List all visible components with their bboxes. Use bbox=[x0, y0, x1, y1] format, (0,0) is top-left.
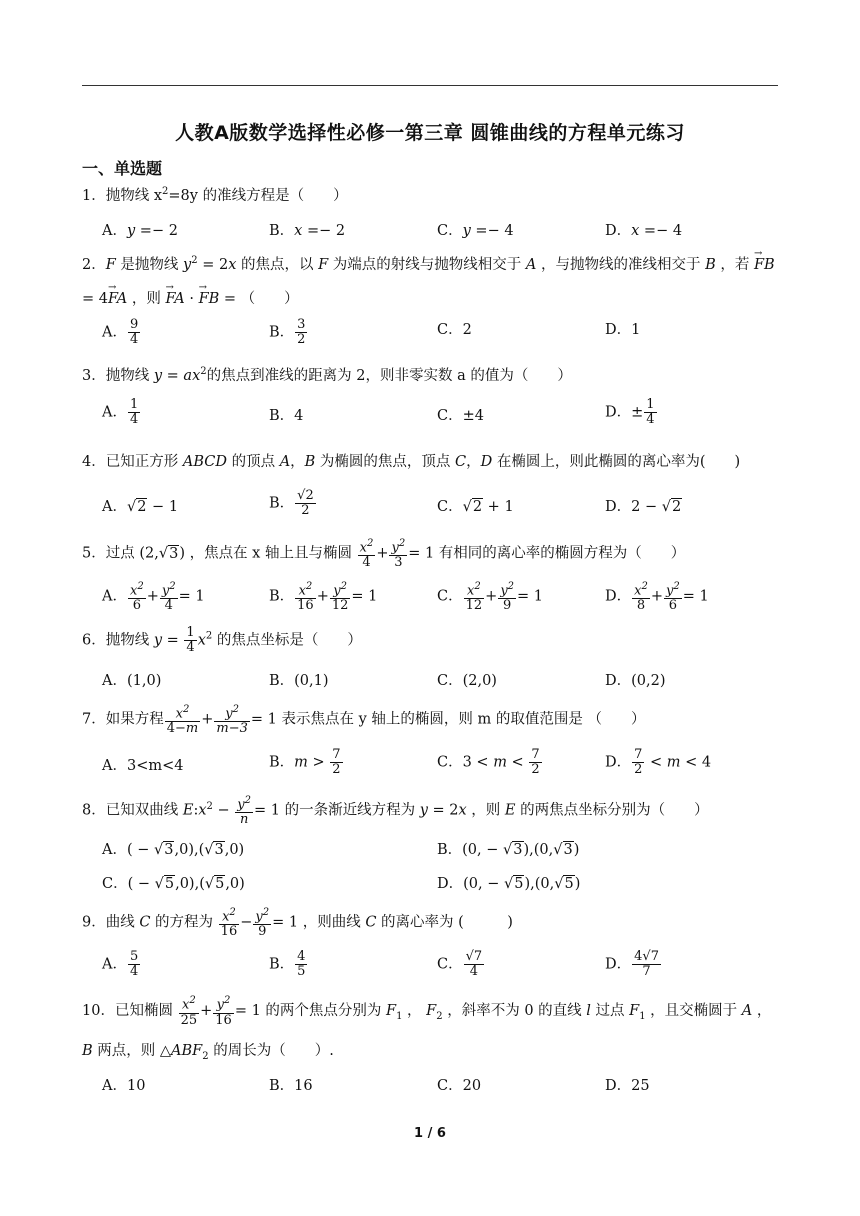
question-1: 1．抛物线 $x^2=8y$ 的准线方程是（ ） bbox=[82, 186, 348, 204]
option-6d[interactable]: D．(0,2) bbox=[605, 673, 666, 689]
option-2a[interactable]: A． $\frac{9}{4}$ bbox=[102, 317, 139, 347]
question-9: 9．曲线 C 的方程为 $\frac{x^2}{16}$ − $\frac{y^2}{9}$ = 1 ，则曲线 C 的离心率为 ( ) bbox=[82, 907, 513, 940]
question-10: 10．已知椭圆 $\frac{x^2}{25}$ + $\frac{y^2}{16}$ = 1 的两个焦点分别为 $F_1$ ， $F_2$ ，斜率不为 0 的直线 l 过点 $F_1$ ，且交椭圆于 A ， B 两点，则 $\triangle ABF_2$ 的周长为（ ）. bbox=[82, 995, 772, 1062]
header-rule bbox=[82, 85, 778, 86]
option-2c[interactable]: C．2 bbox=[437, 322, 472, 338]
option-1a[interactable]: A．y =− 2 bbox=[102, 223, 178, 239]
options-8a bbox=[82, 838, 782, 868]
option-7c[interactable]: C．3 < m < $\frac{7}{2}$ bbox=[437, 747, 540, 777]
option-9a[interactable]: A． $\frac{5}{4}$ bbox=[102, 949, 139, 979]
option-8c[interactable]: C．( − √5,0),(√5,0) bbox=[102, 876, 245, 892]
options-2 bbox=[82, 318, 782, 348]
option-8a[interactable]: A．( − √3,0),(√3,0) bbox=[102, 842, 245, 858]
option-8d[interactable]: D．(0, − √5),(0,√5) bbox=[437, 876, 581, 892]
option-5c[interactable]: C． $\frac{x^2}{12}$ + $\frac{y^2}{9}$ = 1 bbox=[437, 581, 544, 614]
option-9d[interactable]: D． $\frac{4√7}{7}$ bbox=[605, 949, 659, 979]
option-6a[interactable]: A．(1,0) bbox=[102, 673, 162, 689]
question-6: 6．抛物线 y = $\frac{1}{4}$ $x^2$ 的焦点坐标是（ ） bbox=[82, 625, 362, 655]
option-7a[interactable]: A．3<m<4 bbox=[102, 758, 184, 774]
options-6 bbox=[82, 669, 782, 699]
option-8b[interactable]: B．(0, − √3),(0,√3) bbox=[437, 842, 580, 858]
question-2: 2．F 是抛物线 $y^2 = 2x$ 的焦点，以 F 为端点的射线与抛物线相交于 A ，与抛物线的准线相交于 B ，若 → FB = 4→ FA ，则 → FA · → FB = （ ） bbox=[82, 244, 782, 316]
options-7 bbox=[82, 748, 782, 778]
page-title: 人教A版数学选择性必修一第三章 圆锥曲线的方程单元练习 bbox=[175, 122, 685, 144]
option-7d[interactable]: D． $\frac{7}{2}$ < m < 4 bbox=[605, 747, 712, 777]
options-8b bbox=[82, 872, 782, 902]
option-9b[interactable]: B． $\frac{4}{5}$ bbox=[269, 949, 306, 979]
option-10a[interactable]: A．10 bbox=[102, 1078, 146, 1094]
question-8: 8．已知双曲线 $E:x^2$ − $\frac{y^2}{n}$ = 1 的一条渐近线方程为 y = 2x ，则 E 的两焦点坐标分别为（ ） bbox=[82, 795, 709, 828]
option-3b[interactable]: B．4 bbox=[269, 408, 304, 424]
option-3c[interactable]: C．±4 bbox=[437, 408, 484, 424]
options-10 bbox=[82, 1074, 782, 1104]
option-5a[interactable]: A． $\frac{x^2}{6}$ + $\frac{y^2}{4}$ = 1 bbox=[102, 581, 205, 614]
option-6b[interactable]: B．(0,1) bbox=[269, 673, 329, 689]
option-4d[interactable]: D．2 − √2 bbox=[605, 499, 682, 515]
option-9c[interactable]: C． $\frac{√7}{4}$ bbox=[437, 949, 483, 979]
options-9 bbox=[82, 950, 782, 980]
question-5: 5．过点 (2,√3) ，焦点在 x 轴上且与椭圆 $\frac{x^2}{4}$ + $\frac{y^2}{3}$ = 1 有相同的离心率的椭圆方程为（ ） bbox=[82, 538, 686, 571]
option-1b[interactable]: B．x =− 2 bbox=[269, 223, 346, 239]
option-10b[interactable]: B．16 bbox=[269, 1078, 313, 1094]
option-4a[interactable]: A．√2 − 1 bbox=[102, 499, 179, 515]
option-1c[interactable]: C．y =− 4 bbox=[437, 223, 514, 239]
option-1d[interactable]: D．x =− 4 bbox=[605, 223, 683, 239]
option-7b[interactable]: B．m > $\frac{7}{2}$ bbox=[269, 747, 341, 777]
options-5 bbox=[82, 580, 782, 614]
options-4 bbox=[82, 489, 782, 519]
option-2d[interactable]: D．1 bbox=[605, 322, 641, 338]
option-3d[interactable]: D．± $\frac{1}{4}$ bbox=[605, 397, 655, 427]
option-2b[interactable]: B． $\frac{3}{2}$ bbox=[269, 317, 306, 347]
options-3 bbox=[82, 398, 782, 428]
page-number: 1 / 6 bbox=[414, 1126, 446, 1141]
option-5d[interactable]: D． $\frac{x^2}{8}$ + $\frac{y^2}{6}$ = 1 bbox=[605, 581, 709, 614]
question-7: 7．如果方程 $\frac{x^2}{4-m}$ + $\frac{y^2}{m-3}$ = 1 表示焦点在 y 轴上的椭圆，则 m 的取值范围是 （ ） bbox=[82, 704, 646, 737]
option-10d[interactable]: D．25 bbox=[605, 1078, 650, 1094]
question-3: 3．抛物线 $y = ax^2$的焦点到准线的距离为 2，则非零实数 a 的值为（ ） bbox=[82, 366, 572, 384]
question-4: 4．已知正方形 ABCD 的顶点 A，B 为椭圆的焦点，顶点 C，D 在椭圆上，则此椭圆的离心率为( ) bbox=[82, 454, 741, 470]
option-5b[interactable]: B． $\frac{x^2}{16}$ + $\frac{y^2}{12}$ = 1 bbox=[269, 581, 378, 614]
option-4c[interactable]: C．√2 + 1 bbox=[437, 499, 514, 515]
option-4b[interactable]: B． $\frac{√2}{2}$ bbox=[269, 488, 314, 518]
option-10c[interactable]: C．20 bbox=[437, 1078, 482, 1094]
section-heading: 一、单选题 bbox=[82, 159, 163, 178]
option-6c[interactable]: C．(2,0) bbox=[437, 673, 497, 689]
option-3a[interactable]: A． $\frac{1}{4}$ bbox=[102, 397, 139, 427]
